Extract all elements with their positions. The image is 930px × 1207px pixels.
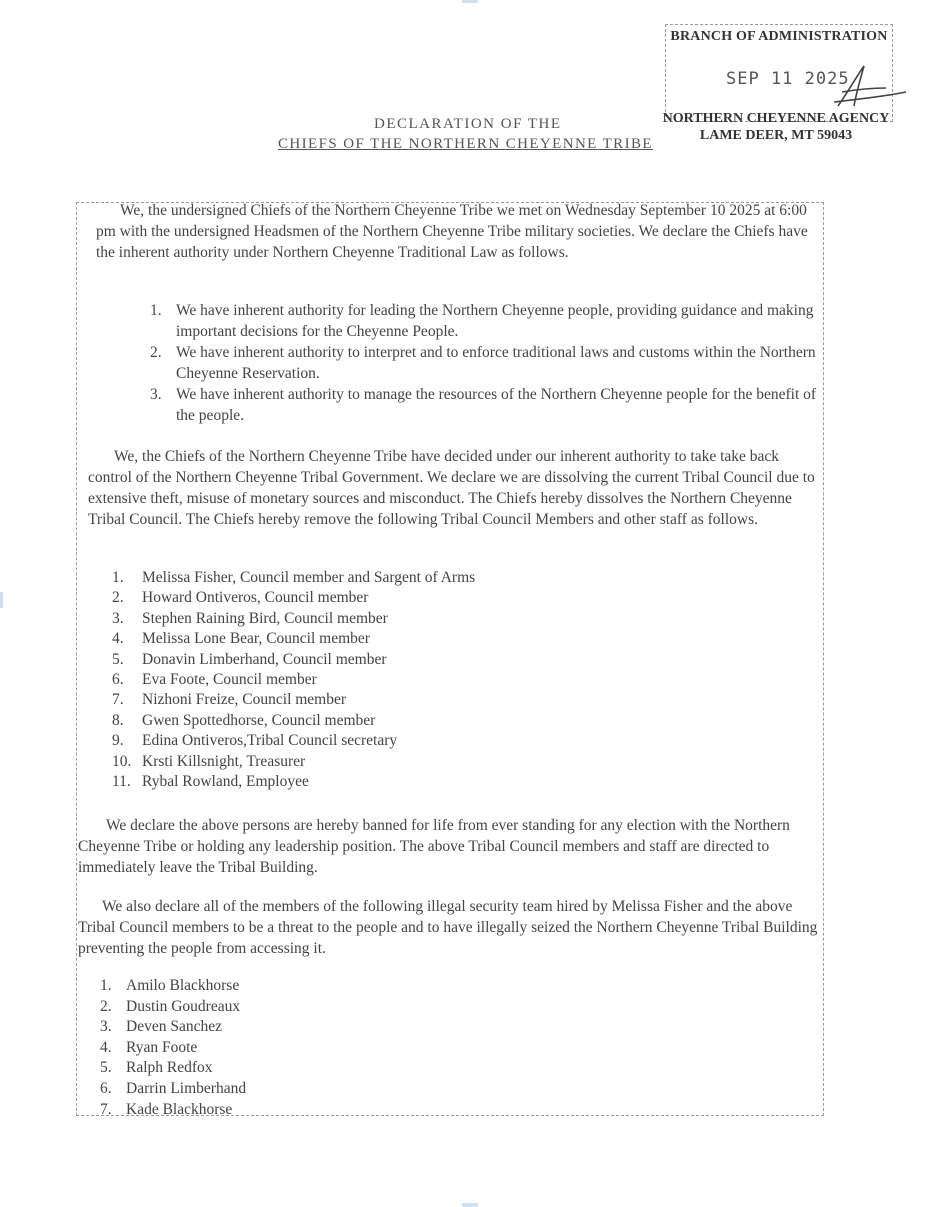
- list-item: 6. Eva Foote, Council member: [112, 671, 317, 689]
- title-tribe-name: THE NORTHERN CHEYENNE TRIBE: [370, 136, 653, 152]
- list-item: 5. Donavin Limberhand, Council member: [112, 650, 387, 668]
- stamp-agency-address: LAME DEER, MT 59043: [699, 128, 853, 143]
- signature-mark: [830, 62, 910, 112]
- stamp-branch-title: BRANCH OF ADMINISTRATION: [670, 29, 888, 44]
- stamp-agency: [656, 110, 896, 144]
- security-team-list: [100, 976, 246, 1120]
- list-item: 3. Deven Sanchez: [100, 1018, 222, 1036]
- list-item: 7. Kade Blackhorse: [100, 1100, 233, 1118]
- list-item: 4. Melissa Lone Bear, Council member: [112, 630, 370, 648]
- intro-paragraph: We, the undersigned Chiefs of the Northern Cheyenne Tribe we met on Wednesday September 10 2025 at 6:00 pm with the undersigned Headsmen of the Northern Cheyenne Tribe military societies. We declare the Chiefs have the inherent authority under Northern Cheyenne Traditional Law as follows.: [96, 202, 808, 261]
- list-item: 2. Dustin Goudreaux: [100, 997, 241, 1015]
- list-item: 11. Rybal Rowland, Employee: [112, 773, 309, 791]
- scan-edge-mark-left: [0, 592, 3, 608]
- security-paragraph: We also declare all of the members of the following illegal security team hired by Melissa Fisher and the above Tribal Council members to be a threat to the people and to have illegally seized the Northern Cheyenne Tribal Building preventing the people from accessing it.: [78, 898, 818, 957]
- scan-edge-mark-bottom: [462, 1203, 478, 1207]
- decision-paragraph: We, the Chiefs of the Northern Cheyenne Tribe have decided under our inherent authority to take take back control of the Northern Cheyenne Tribal Government. We declare we are dissolving the current Tribal Council due to extensive theft, misuse of monetary sources and misconduct. The Chiefs hereby dissolves the Northern Cheyenne Tribal Council. The Chiefs hereby remove the following Tribal Council Members and other staff as follows.: [88, 448, 815, 528]
- declaration-title-line2: [278, 136, 653, 153]
- list-item: 3. Stephen Raining Bird, Council member: [112, 609, 388, 627]
- list-item: 2. Howard Ontiveros, Council member: [112, 589, 369, 607]
- ban-paragraph: We declare the above persons are hereby banned for life from ever standing for any election with the Northern Cheyenne Tribe or holding any leadership position. The above Tribal Council members and staff are directed to immediately leave the Tribal Building.: [78, 817, 790, 876]
- stamp-agency-name: NORTHERN CHEYENNE AGENCY: [662, 111, 890, 126]
- list-item: 9. Edina Ontiveros,Tribal Council secretary: [112, 732, 398, 750]
- list-item: 2. We have inherent authority to interpret and to enforce traditional laws and customs within the Northern Cheyenne Reservation.: [150, 344, 816, 382]
- declaration-title-line1: DECLARATION OF THE: [374, 116, 562, 132]
- list-item: 3. We have inherent authority to manage the resources of the Northern Cheyenne people for the benefit of the people.: [150, 386, 817, 424]
- stamp-date: SEP 11 2025: [726, 69, 850, 89]
- list-item: 10. Krsti Killsnight, Treasurer: [112, 752, 306, 770]
- list-item: 1. We have inherent authority for leading the Northern Cheyenne people, providing guidance and making important decisions for the Cheyenne People.: [150, 302, 814, 340]
- list-item: 1. Amilo Blackhorse: [100, 977, 240, 994]
- title-chiefs-of: CHIEFS OF: [278, 136, 371, 152]
- authority-list: [150, 300, 822, 426]
- list-item: 4. Ryan Foote: [100, 1038, 198, 1056]
- list-item: 5. Ralph Redfox: [100, 1059, 213, 1077]
- list-item: 8. Gwen Spottedhorse, Council member: [112, 711, 376, 729]
- removed-members-list: [112, 568, 475, 792]
- list-item: 7. Nizhoni Freize, Council member: [112, 691, 347, 709]
- scan-edge-mark-top: [462, 0, 478, 3]
- list-item: 6. Darrin Limberhand: [100, 1079, 247, 1097]
- list-item: 1. Melissa Fisher, Council member and Sargent of Arms: [112, 569, 476, 586]
